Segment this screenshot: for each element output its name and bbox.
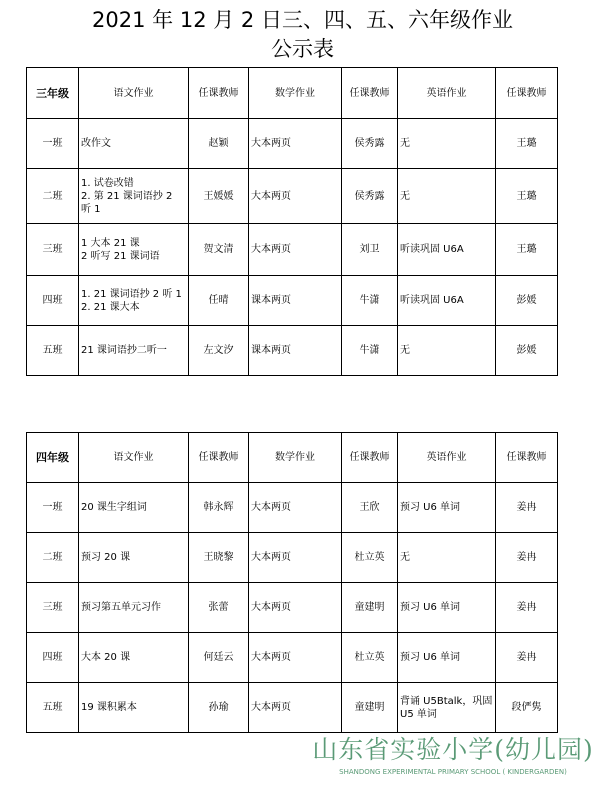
- class-cell: 二班: [27, 533, 79, 583]
- english-cell: 听读巩固 U6A: [398, 276, 496, 326]
- chinese-cell: 预习第五单元习作: [79, 583, 189, 633]
- teacher-cell: 刘卫: [342, 224, 398, 276]
- teacher-cell: 杜立英: [342, 533, 398, 583]
- teacher-cell: 姜冉: [496, 633, 558, 683]
- teacher-cell: 姜冉: [496, 533, 558, 583]
- class-cell: 四班: [27, 276, 79, 326]
- grade-3-table: [26, 67, 558, 376]
- math-cell: 大本两页: [249, 633, 342, 683]
- english-cell: 预习 U6 单词: [398, 583, 496, 633]
- col-math: 数学作业: [249, 433, 342, 483]
- table-row: [27, 533, 558, 583]
- math-cell: 大本两页: [249, 169, 342, 224]
- english-cell: 无: [398, 533, 496, 583]
- chinese-cell: 1. 试卷改错 2. 第 21 课词语抄 2 听 1: [79, 169, 189, 224]
- chinese-cell: 1 大本 21 课 2 听写 21 课词语: [79, 224, 189, 276]
- table-row: [27, 326, 558, 376]
- col-chinese: 语文作业: [79, 433, 189, 483]
- teacher-cell: 彭媛: [496, 276, 558, 326]
- teacher-cell: 任晴: [189, 276, 249, 326]
- chinese-cell: 改作文: [79, 119, 189, 169]
- col-teacher-2: 任课教师: [342, 433, 398, 483]
- table-row: [27, 583, 558, 633]
- english-cell: 预习 U6 单词: [398, 633, 496, 683]
- teacher-cell: 王璐: [496, 169, 558, 224]
- col-chinese: 语文作业: [79, 68, 189, 119]
- english-cell: 无: [398, 119, 496, 169]
- english-cell: 预习 U6 单词: [398, 483, 496, 533]
- teacher-cell: 姜冉: [496, 483, 558, 533]
- class-cell: 一班: [27, 119, 79, 169]
- table-row: [27, 276, 558, 326]
- title-line-2: 公示表: [271, 37, 334, 61]
- teacher-cell: 王璐: [496, 119, 558, 169]
- class-cell: 四班: [27, 633, 79, 683]
- title-line-1: 2021 年 12 月 2 日三、四、五、六年级作业: [92, 8, 513, 32]
- class-cell: 三班: [27, 224, 79, 276]
- teacher-cell: 侯秀露: [342, 119, 398, 169]
- english-cell: 无: [398, 326, 496, 376]
- class-cell: 五班: [27, 683, 79, 733]
- class-cell: 三班: [27, 583, 79, 633]
- teacher-cell: 张蕾: [189, 583, 249, 633]
- col-teacher-3: 任课教师: [496, 68, 558, 119]
- chinese-cell: 预习 20 课: [79, 533, 189, 583]
- chinese-cell: 19 课积累本: [79, 683, 189, 733]
- grade-label: 四年级: [27, 433, 79, 483]
- chinese-cell: 20 课生字组词: [79, 483, 189, 533]
- teacher-cell: 彭媛: [496, 326, 558, 376]
- math-cell: 课本两页: [249, 276, 342, 326]
- teacher-cell: 侯秀露: [342, 169, 398, 224]
- english-cell: 无: [398, 169, 496, 224]
- school-name-english: SHANDONG EXPERIMENTAL PRIMARY SCHOOL ( KINDERGARDEN): [339, 768, 567, 776]
- school-name: 山东省实验小学(幼儿园): [312, 735, 594, 764]
- table-row: [27, 224, 558, 276]
- teacher-cell: 杜立英: [342, 633, 398, 683]
- teacher-cell: 童建明: [342, 583, 398, 633]
- chinese-cell: 1. 21 课词语抄 2 听 1 2. 21 课大本: [79, 276, 189, 326]
- chinese-cell: 大本 20 课: [79, 633, 189, 683]
- class-cell: 二班: [27, 169, 79, 224]
- grade-label: 三年级: [27, 68, 79, 119]
- teacher-cell: 贺文清: [189, 224, 249, 276]
- col-teacher-3: 任课教师: [496, 433, 558, 483]
- table-row: [27, 483, 558, 533]
- page-title: [0, 6, 605, 64]
- col-teacher-2: 任课教师: [342, 68, 398, 119]
- teacher-cell: 童建明: [342, 683, 398, 733]
- english-cell: 听读巩固 U6A: [398, 224, 496, 276]
- math-cell: 大本两页: [249, 583, 342, 633]
- teacher-cell: 王晓黎: [189, 533, 249, 583]
- header-row: [27, 433, 558, 483]
- teacher-cell: 韩永辉: [189, 483, 249, 533]
- teacher-cell: 牛潇: [342, 276, 398, 326]
- header-row: [27, 68, 558, 119]
- table-row: [27, 169, 558, 224]
- math-cell: 课本两页: [249, 326, 342, 376]
- col-teacher-1: 任课教师: [189, 68, 249, 119]
- teacher-cell: 王媛媛: [189, 169, 249, 224]
- teacher-cell: 何廷云: [189, 633, 249, 683]
- math-cell: 大本两页: [249, 483, 342, 533]
- col-english: 英语作业: [398, 68, 496, 119]
- teacher-cell: 牛潇: [342, 326, 398, 376]
- class-cell: 一班: [27, 483, 79, 533]
- teacher-cell: 王欣: [342, 483, 398, 533]
- chinese-cell: 21 课词语抄二听一: [79, 326, 189, 376]
- class-cell: 五班: [27, 326, 79, 376]
- grade-4-table: [26, 432, 558, 733]
- english-cell: 背诵 U5Btalk，巩固 U5 单词: [398, 683, 496, 733]
- math-cell: 大本两页: [249, 683, 342, 733]
- table-row: [27, 633, 558, 683]
- col-english: 英语作业: [398, 433, 496, 483]
- math-cell: 大本两页: [249, 119, 342, 169]
- teacher-cell: 左文汐: [189, 326, 249, 376]
- teacher-cell: 孙瑜: [189, 683, 249, 733]
- teacher-cell: 王璐: [496, 224, 558, 276]
- teacher-cell: 姜冉: [496, 583, 558, 633]
- teacher-cell: 段俨隽: [496, 683, 558, 733]
- table-row: [27, 119, 558, 169]
- col-teacher-1: 任课教师: [189, 433, 249, 483]
- teacher-cell: 赵颖: [189, 119, 249, 169]
- school-logo: [306, 734, 600, 784]
- math-cell: 大本两页: [249, 533, 342, 583]
- col-math: 数学作业: [249, 68, 342, 119]
- math-cell: 大本两页: [249, 224, 342, 276]
- table-row: [27, 683, 558, 733]
